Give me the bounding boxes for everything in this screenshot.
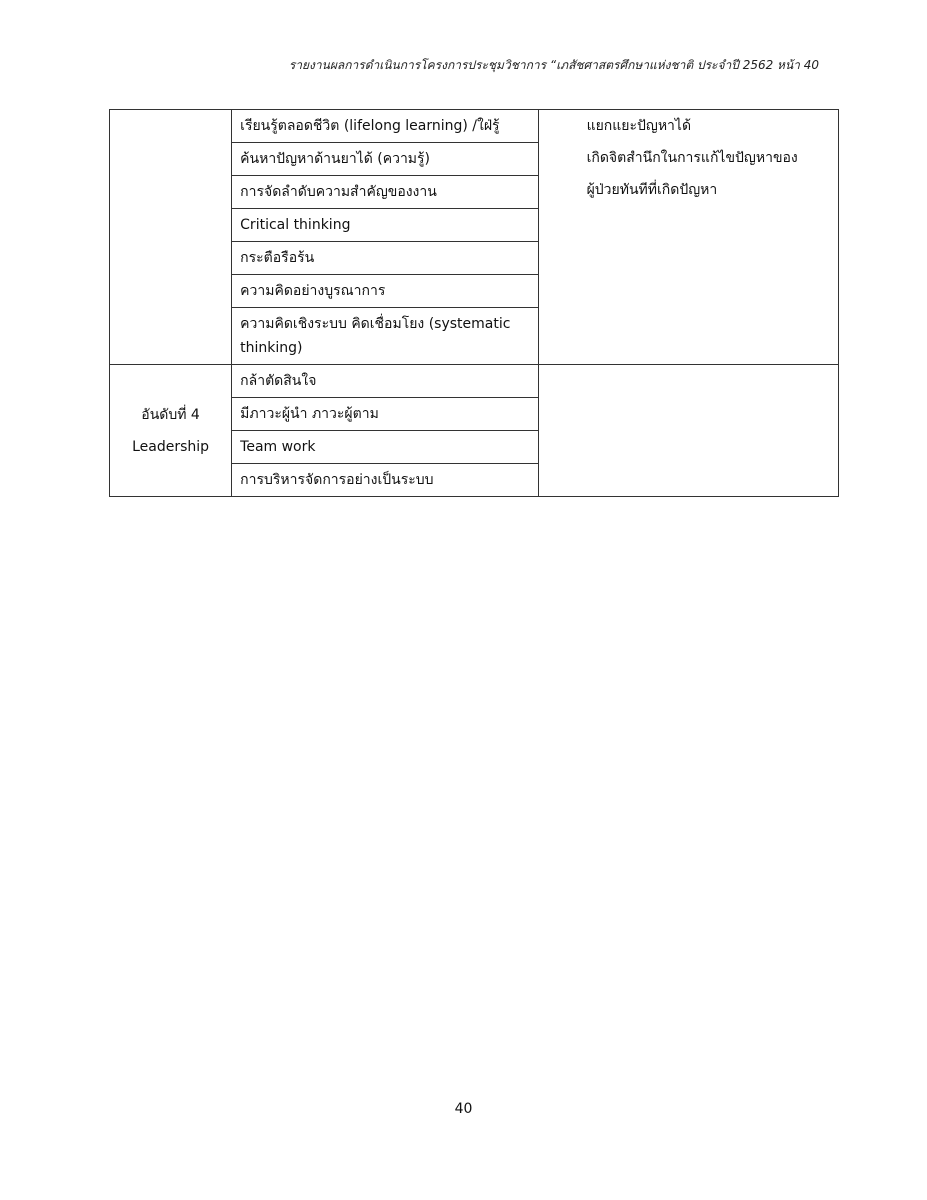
list-item: Team work [232, 431, 537, 464]
list-item: เรียนรู้ตลอดชีวิต (lifelong learning) /ใฝ่รู้ [232, 110, 537, 143]
description-cell [538, 110, 838, 365]
rank-cell [110, 365, 232, 497]
table-row [110, 365, 839, 497]
rank-cell [110, 110, 232, 365]
description-line: ผู้ป่วยทันทีที่เกิดปัญหา [586, 182, 718, 198]
list-item: ความคิดอย่างบูรณาการ [232, 275, 537, 308]
table-row [110, 110, 839, 365]
items-cell [232, 110, 538, 365]
rank-title: อันดับที่ 4 [141, 406, 200, 423]
list-item: ความคิดเชิงระบบ คิดเชื่อมโยง (systematic thinking) [240, 316, 511, 356]
list-item: มีภาวะผู้นำ ภาวะผู้ตาม [232, 398, 537, 431]
page-header: รายงานผลการดำเนินการโครงการประชุมวิชาการ “เภสัชศาสตรศึกษาแห่งชาติ ประจำปี 2562 หน้า 40 [288, 58, 819, 72]
item-list [232, 365, 537, 496]
description-cell [538, 365, 838, 497]
list-item: การจัดลำดับความสำคัญของงาน [232, 176, 537, 209]
list-item: กล้าตัดสินใจ [232, 365, 537, 398]
item-list [232, 110, 537, 364]
list-item: ค้นหาปัญหาด้านยาได้ (ความรู้) [232, 143, 537, 176]
competency-table [109, 109, 839, 497]
items-cell [232, 365, 538, 497]
description-line: แยกแยะปัญหาได้ [586, 118, 692, 134]
description-line: เกิดจิตสำนึกในการแก้ไขปัญหาของ [586, 150, 798, 166]
page-number: 40 [454, 1101, 473, 1117]
rank-subtitle: Leadership [132, 438, 210, 455]
list-item: Critical thinking [232, 209, 537, 242]
list-item: กระตือรือร้น [232, 242, 537, 275]
list-item: การบริหารจัดการอย่างเป็นระบบ [240, 472, 434, 488]
